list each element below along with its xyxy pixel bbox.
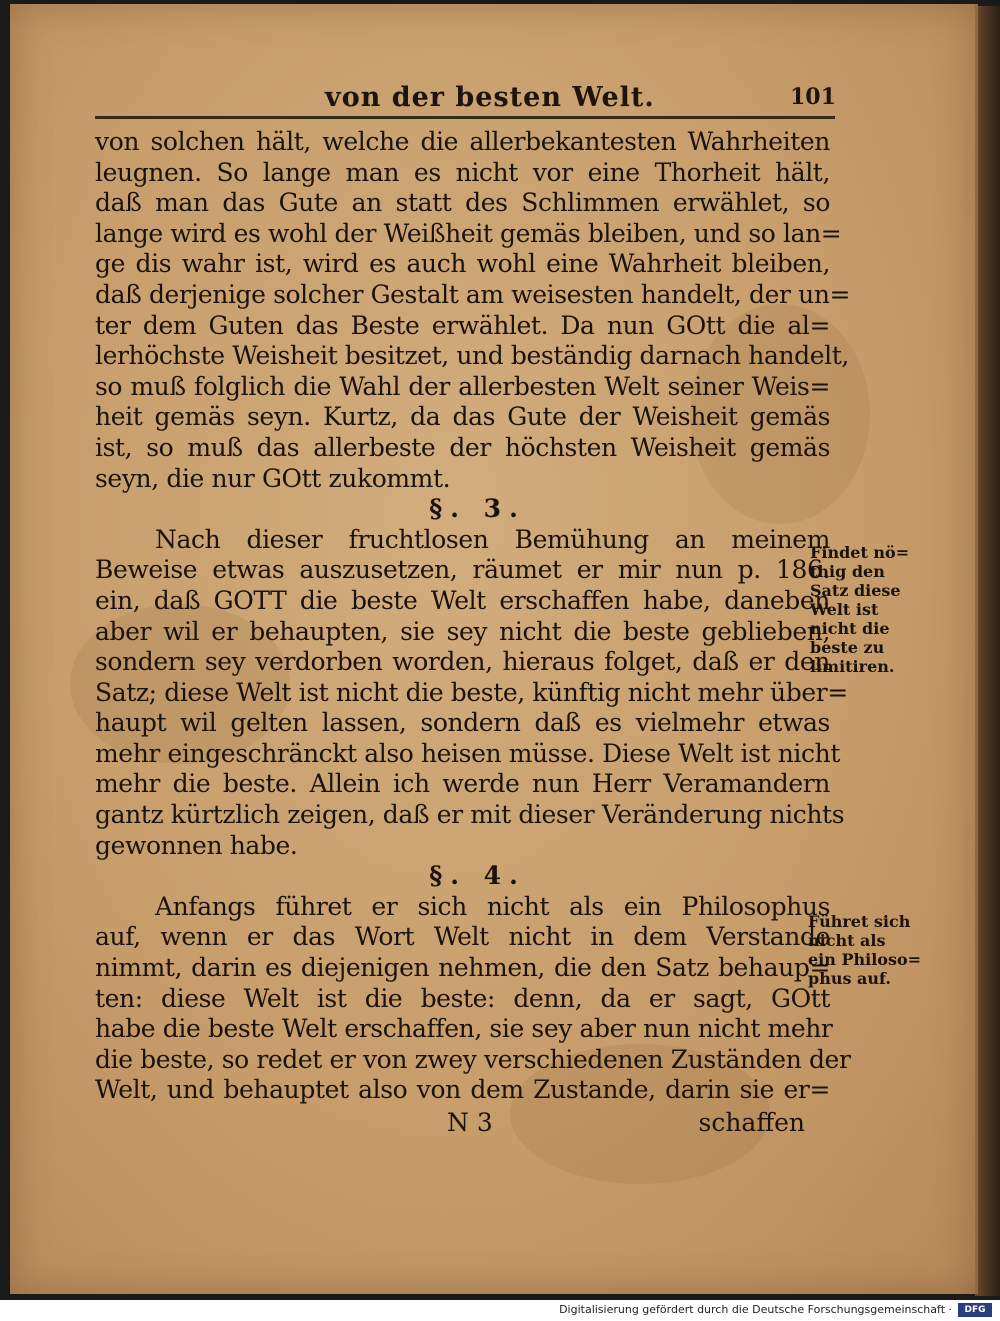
text-line: sondern sey verdorben worden, hieraus folget, daß er den	[95, 647, 830, 677]
text-line: gewonnen habe.	[95, 830, 298, 860]
page-header	[95, 80, 835, 120]
footer-credit: Digitalisierung gefördert durch die Deutsche Forschungsgemeinschaft ·	[559, 1303, 952, 1316]
margin-note-line: beste zu	[810, 638, 885, 657]
text-line: Nach dieser fruchtlosen Bemühung an meinem	[155, 524, 830, 554]
signature-mark: N 3	[447, 1108, 493, 1137]
text-line: so muß folglich die Wahl der allerbesten Welt seiner Weis=	[95, 371, 830, 401]
margin-note-line: nicht die	[810, 619, 890, 638]
text-line: lange wird es wohl der Weißheit gemäs bleiben, und so lan=	[95, 218, 842, 248]
catchword: schaffen	[698, 1108, 805, 1137]
text-line: mehr die beste. Allein ich werde nun Herr Veramandern	[95, 769, 830, 799]
text-line: daß derjenige solcher Gestalt am weisesten handelt, der un=	[95, 279, 851, 309]
text-line: die beste, so redet er von zwey verschiedenen Zuständen der	[95, 1044, 851, 1074]
margin-note-line: Satz diese	[810, 581, 901, 600]
text-line: ein, daß GOTT die beste Welt erschaffen habe, daneben	[95, 585, 830, 615]
text-line: nimmt, darin es diejenigen nehmen, die den Satz behaup=	[95, 953, 830, 983]
text-line: ten: diese Welt ist die beste: denn, da er sagt, GOtt	[95, 983, 830, 1013]
text-line: Welt, und behauptet also von dem Zustande, darin sie er=	[95, 1075, 830, 1105]
text-line: ist, so muß das allerbeste der höchsten Weisheit gemäs	[95, 432, 830, 462]
catch-line	[95, 1106, 830, 1140]
dfg-logo-icon: DFG	[958, 1303, 992, 1317]
text-line: Beweise etwas auszusetzen, räumet er mir nun p. 186.	[95, 555, 830, 585]
margin-note-line: Welt ist	[810, 600, 879, 619]
margin-note-line: limitiren.	[810, 657, 895, 676]
text-line: seyn, die nur GOtt zukommt.	[95, 463, 451, 493]
text-line: Satz; diese Welt ist nicht die beste, künftig nicht mehr über=	[95, 677, 848, 707]
text-line: daß man das Gute an statt des Schlimmen erwählet, so	[95, 188, 830, 218]
page-edge	[975, 6, 1000, 1296]
margin-note-line: nicht als	[808, 931, 886, 950]
running-title: von der besten Welt.	[325, 82, 655, 113]
margin-note-line: ein Philoso=	[808, 950, 922, 969]
text-line: Anfangs führet er sich nicht als ein Philosophus	[155, 891, 830, 921]
margin-note	[810, 543, 920, 676]
text-line: auf, wenn er das Wort Welt nicht in dem Verstande	[95, 922, 830, 952]
text-line: habe die beste Welt erschaffen, sie sey aber nun nicht mehr	[95, 1014, 833, 1044]
margin-note-line: Führet sich	[808, 912, 911, 931]
text-line: aber wil er behaupten, sie sey nicht die beste geblieben,	[95, 616, 830, 646]
section-heading: §. 3.	[429, 494, 526, 524]
digitization-footer	[0, 1300, 1000, 1321]
text-line: lerhöchste Weisheit besitzet, und beständig darnach handelt,	[95, 341, 849, 371]
text-line: ge dis wahr ist, wird es auch wohl eine Wahrheit bleiben,	[95, 249, 830, 279]
text-line: gantz kürtzlich zeigen, daß er mit dieser Veränderung nichts	[95, 800, 845, 830]
text-line: leugnen. So lange man es nicht vor eine Thorheit hält,	[95, 157, 830, 187]
text-line: ter dem Guten das Beste erwählet. Da nun GOtt die al=	[95, 310, 830, 340]
margin-note-line: Findet nö=	[810, 543, 910, 562]
margin-note-line: phus auf.	[808, 969, 891, 988]
header-rule	[95, 116, 835, 119]
text-line: heit gemäs seyn. Kurtz, da das Gute der Weisheit gemäs	[95, 402, 830, 432]
text-line: von solchen hält, welche die allerbekantesten Wahrheiten	[95, 127, 830, 156]
text-line: haupt wil gelten lassen, sondern daß es vielmehr etwas	[95, 708, 830, 738]
page-number: 101	[790, 84, 836, 110]
section-heading: §. 4.	[429, 861, 526, 891]
text-line: mehr eingeschränckt also heisen müsse. Diese Welt ist nicht	[95, 738, 840, 768]
margin-note-line: thig den	[810, 562, 885, 581]
margin-note	[808, 912, 922, 988]
